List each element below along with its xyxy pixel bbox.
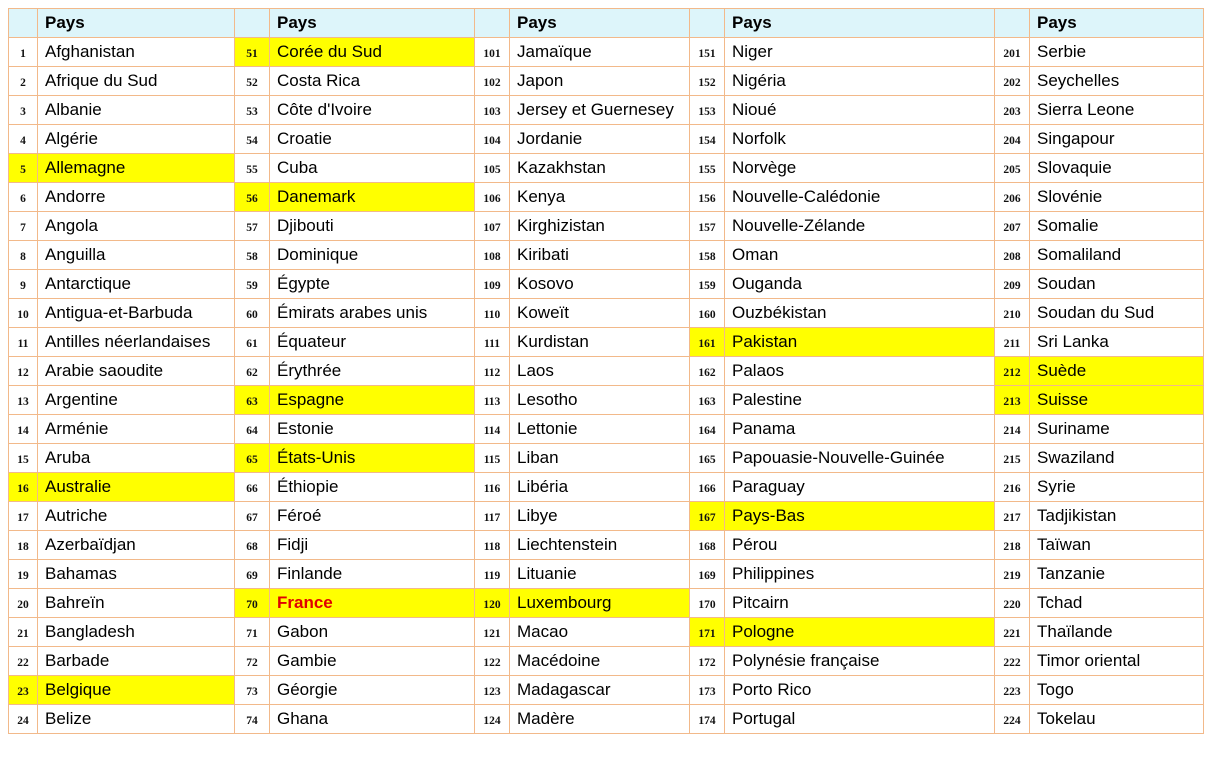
row-number: 72 xyxy=(235,647,270,676)
country-name: Émirats arabes unis xyxy=(270,299,475,328)
country-name: Pakistan xyxy=(725,328,995,357)
row-number: 65 xyxy=(235,444,270,473)
table-row xyxy=(9,154,1204,183)
row-number: 74 xyxy=(235,705,270,734)
country-name: Porto Rico xyxy=(725,676,995,705)
table-row xyxy=(9,589,1204,618)
row-number: 212 xyxy=(995,357,1030,386)
country-name: Gambie xyxy=(270,647,475,676)
row-number: 111 xyxy=(475,328,510,357)
row-number: 14 xyxy=(9,415,38,444)
country-name: Taïwan xyxy=(1030,531,1204,560)
table-row xyxy=(9,67,1204,96)
row-number: 209 xyxy=(995,270,1030,299)
row-number: 207 xyxy=(995,212,1030,241)
table-row xyxy=(9,560,1204,589)
header-pays: Pays xyxy=(510,9,690,38)
country-name: Finlande xyxy=(270,560,475,589)
row-number: 151 xyxy=(690,38,725,67)
row-number: 202 xyxy=(995,67,1030,96)
country-name: Polynésie française xyxy=(725,647,995,676)
country-name: Madère xyxy=(510,705,690,734)
table-row xyxy=(9,96,1204,125)
row-number: 222 xyxy=(995,647,1030,676)
country-name: Koweït xyxy=(510,299,690,328)
country-name: Lettonie xyxy=(510,415,690,444)
country-name: Madagascar xyxy=(510,676,690,705)
row-number: 114 xyxy=(475,415,510,444)
country-name: Fidji xyxy=(270,531,475,560)
country-name: Jersey et Guernesey xyxy=(510,96,690,125)
table-row xyxy=(9,502,1204,531)
header-number-cell xyxy=(9,9,38,38)
country-name: Kiribati xyxy=(510,241,690,270)
country-name: Slovaquie xyxy=(1030,154,1204,183)
row-number: 109 xyxy=(475,270,510,299)
table-row xyxy=(9,270,1204,299)
row-number: 4 xyxy=(9,125,38,154)
country-name: Aruba xyxy=(38,444,235,473)
country-name: Anguilla xyxy=(38,241,235,270)
row-number: 160 xyxy=(690,299,725,328)
country-name: Côte d'Ivoire xyxy=(270,96,475,125)
row-number: 70 xyxy=(235,589,270,618)
row-number: 64 xyxy=(235,415,270,444)
country-name: Bahreïn xyxy=(38,589,235,618)
row-number: 20 xyxy=(9,589,38,618)
country-name: Somaliland xyxy=(1030,241,1204,270)
row-number: 158 xyxy=(690,241,725,270)
country-name: Luxembourg xyxy=(510,589,690,618)
row-number: 12 xyxy=(9,357,38,386)
row-number: 167 xyxy=(690,502,725,531)
row-number: 154 xyxy=(690,125,725,154)
country-name: Géorgie xyxy=(270,676,475,705)
country-name: Nouvelle-Zélande xyxy=(725,212,995,241)
row-number: 156 xyxy=(690,183,725,212)
country-name: Kazakhstan xyxy=(510,154,690,183)
country-name: Tchad xyxy=(1030,589,1204,618)
header-number-cell xyxy=(995,9,1030,38)
country-name: Norvège xyxy=(725,154,995,183)
row-number: 9 xyxy=(9,270,38,299)
country-name: Féroé xyxy=(270,502,475,531)
table-row xyxy=(9,676,1204,705)
row-number: 215 xyxy=(995,444,1030,473)
header-pays: Pays xyxy=(1030,9,1204,38)
header-number-cell xyxy=(475,9,510,38)
row-number: 63 xyxy=(235,386,270,415)
row-number: 161 xyxy=(690,328,725,357)
row-number: 157 xyxy=(690,212,725,241)
row-number: 24 xyxy=(9,705,38,734)
row-number: 169 xyxy=(690,560,725,589)
country-name: Arabie saoudite xyxy=(38,357,235,386)
country-name: Algérie xyxy=(38,125,235,154)
row-number: 19 xyxy=(9,560,38,589)
country-name: Lesotho xyxy=(510,386,690,415)
header-number-cell xyxy=(690,9,725,38)
row-number: 53 xyxy=(235,96,270,125)
country-name: Croatie xyxy=(270,125,475,154)
country-name: Serbie xyxy=(1030,38,1204,67)
row-number: 106 xyxy=(475,183,510,212)
country-name: Danemark xyxy=(270,183,475,212)
country-name: Norfolk xyxy=(725,125,995,154)
country-name: Suriname xyxy=(1030,415,1204,444)
country-name: Soudan du Sud xyxy=(1030,299,1204,328)
row-number: 104 xyxy=(475,125,510,154)
row-number: 56 xyxy=(235,183,270,212)
header-pays: Pays xyxy=(725,9,995,38)
country-name: Philippines xyxy=(725,560,995,589)
row-number: 15 xyxy=(9,444,38,473)
row-number: 105 xyxy=(475,154,510,183)
row-number: 71 xyxy=(235,618,270,647)
country-name: Égypte xyxy=(270,270,475,299)
country-name: Kirghizistan xyxy=(510,212,690,241)
row-number: 5 xyxy=(9,154,38,183)
country-name: Équateur xyxy=(270,328,475,357)
row-number: 224 xyxy=(995,705,1030,734)
country-name: Azerbaïdjan xyxy=(38,531,235,560)
country-name: Liechtenstein xyxy=(510,531,690,560)
table-row xyxy=(9,531,1204,560)
row-number: 110 xyxy=(475,299,510,328)
row-number: 8 xyxy=(9,241,38,270)
row-number: 122 xyxy=(475,647,510,676)
country-name: Nouvelle-Calédonie xyxy=(725,183,995,212)
table-row xyxy=(9,415,1204,444)
table-row xyxy=(9,618,1204,647)
row-number: 121 xyxy=(475,618,510,647)
row-number: 218 xyxy=(995,531,1030,560)
row-number: 221 xyxy=(995,618,1030,647)
country-name: Costa Rica xyxy=(270,67,475,96)
row-number: 119 xyxy=(475,560,510,589)
row-number: 206 xyxy=(995,183,1030,212)
country-name: Andorre xyxy=(38,183,235,212)
country-name: Timor oriental xyxy=(1030,647,1204,676)
country-name: Australie xyxy=(38,473,235,502)
row-number: 220 xyxy=(995,589,1030,618)
country-name: Albanie xyxy=(38,96,235,125)
row-number: 211 xyxy=(995,328,1030,357)
row-number: 52 xyxy=(235,67,270,96)
row-number: 171 xyxy=(690,618,725,647)
country-name: Sri Lanka xyxy=(1030,328,1204,357)
row-number: 59 xyxy=(235,270,270,299)
country-name: Tokelau xyxy=(1030,705,1204,734)
country-name: Libéria xyxy=(510,473,690,502)
row-number: 166 xyxy=(690,473,725,502)
row-number: 66 xyxy=(235,473,270,502)
row-number: 54 xyxy=(235,125,270,154)
country-name: Ouzbékistan xyxy=(725,299,995,328)
row-number: 16 xyxy=(9,473,38,502)
row-number: 7 xyxy=(9,212,38,241)
country-name: Japon xyxy=(510,67,690,96)
country-name: Autriche xyxy=(38,502,235,531)
row-number: 103 xyxy=(475,96,510,125)
row-number: 210 xyxy=(995,299,1030,328)
row-number: 2 xyxy=(9,67,38,96)
row-number: 101 xyxy=(475,38,510,67)
row-number: 159 xyxy=(690,270,725,299)
country-name: Djibouti xyxy=(270,212,475,241)
country-name: Liban xyxy=(510,444,690,473)
row-number: 120 xyxy=(475,589,510,618)
country-name: Pérou xyxy=(725,531,995,560)
country-name: Paraguay xyxy=(725,473,995,502)
table-row xyxy=(9,241,1204,270)
row-number: 153 xyxy=(690,96,725,125)
country-name: Seychelles xyxy=(1030,67,1204,96)
row-number: 18 xyxy=(9,531,38,560)
country-name: Cuba xyxy=(270,154,475,183)
country-name: Oman xyxy=(725,241,995,270)
table-row xyxy=(9,473,1204,502)
country-name: Dominique xyxy=(270,241,475,270)
country-name: Suède xyxy=(1030,357,1204,386)
country-name: Lituanie xyxy=(510,560,690,589)
country-name: Macao xyxy=(510,618,690,647)
country-name: Swaziland xyxy=(1030,444,1204,473)
country-name: Nigéria xyxy=(725,67,995,96)
row-number: 117 xyxy=(475,502,510,531)
country-name: Pologne xyxy=(725,618,995,647)
country-name: Kurdistan xyxy=(510,328,690,357)
country-name: Bangladesh xyxy=(38,618,235,647)
row-number: 172 xyxy=(690,647,725,676)
row-number: 173 xyxy=(690,676,725,705)
country-name: Antigua-et-Barbuda xyxy=(38,299,235,328)
country-name: Papouasie-Nouvelle-Guinée xyxy=(725,444,995,473)
row-number: 112 xyxy=(475,357,510,386)
country-name: Érythrée xyxy=(270,357,475,386)
row-number: 102 xyxy=(475,67,510,96)
header-number-cell xyxy=(235,9,270,38)
country-name: Éthiopie xyxy=(270,473,475,502)
row-number: 6 xyxy=(9,183,38,212)
country-name: Gabon xyxy=(270,618,475,647)
row-number: 216 xyxy=(995,473,1030,502)
table-row xyxy=(9,38,1204,67)
country-name: Ghana xyxy=(270,705,475,734)
country-name: France xyxy=(270,589,475,618)
row-number: 57 xyxy=(235,212,270,241)
country-name: Macédoine xyxy=(510,647,690,676)
country-name: Arménie xyxy=(38,415,235,444)
country-name: Kenya xyxy=(510,183,690,212)
table-row xyxy=(9,705,1204,734)
row-number: 164 xyxy=(690,415,725,444)
row-number: 118 xyxy=(475,531,510,560)
row-number: 51 xyxy=(235,38,270,67)
country-name: Sierra Leone xyxy=(1030,96,1204,125)
country-name: États-Unis xyxy=(270,444,475,473)
row-number: 107 xyxy=(475,212,510,241)
row-number: 213 xyxy=(995,386,1030,415)
country-name: Thaïlande xyxy=(1030,618,1204,647)
row-number: 163 xyxy=(690,386,725,415)
country-name: Somalie xyxy=(1030,212,1204,241)
country-name: Niger xyxy=(725,38,995,67)
table-row xyxy=(9,183,1204,212)
table-row xyxy=(9,212,1204,241)
row-number: 205 xyxy=(995,154,1030,183)
row-number: 113 xyxy=(475,386,510,415)
country-name: Ouganda xyxy=(725,270,995,299)
row-number: 69 xyxy=(235,560,270,589)
row-number: 155 xyxy=(690,154,725,183)
row-number: 115 xyxy=(475,444,510,473)
country-name: Barbade xyxy=(38,647,235,676)
table-row xyxy=(9,299,1204,328)
country-name: Palestine xyxy=(725,386,995,415)
row-number: 123 xyxy=(475,676,510,705)
row-number: 68 xyxy=(235,531,270,560)
country-name: Panama xyxy=(725,415,995,444)
row-number: 11 xyxy=(9,328,38,357)
table-row xyxy=(9,125,1204,154)
row-number: 3 xyxy=(9,96,38,125)
row-number: 55 xyxy=(235,154,270,183)
country-name: Jamaïque xyxy=(510,38,690,67)
header-pays: Pays xyxy=(270,9,475,38)
row-number: 67 xyxy=(235,502,270,531)
country-name: Nioué xyxy=(725,96,995,125)
row-number: 1 xyxy=(9,38,38,67)
table-row xyxy=(9,357,1204,386)
country-name: Espagne xyxy=(270,386,475,415)
row-number: 170 xyxy=(690,589,725,618)
row-number: 208 xyxy=(995,241,1030,270)
row-number: 217 xyxy=(995,502,1030,531)
row-number: 162 xyxy=(690,357,725,386)
country-name: Tadjikistan xyxy=(1030,502,1204,531)
country-name: Syrie xyxy=(1030,473,1204,502)
country-name: Angola xyxy=(38,212,235,241)
header-row xyxy=(9,9,1204,38)
country-name: Afrique du Sud xyxy=(38,67,235,96)
country-name: Tanzanie xyxy=(1030,560,1204,589)
country-name: Corée du Sud xyxy=(270,38,475,67)
row-number: 223 xyxy=(995,676,1030,705)
country-name: Togo xyxy=(1030,676,1204,705)
header-pays: Pays xyxy=(38,9,235,38)
country-name: Palaos xyxy=(725,357,995,386)
country-name: Belgique xyxy=(38,676,235,705)
row-number: 21 xyxy=(9,618,38,647)
row-number: 62 xyxy=(235,357,270,386)
row-number: 203 xyxy=(995,96,1030,125)
row-number: 204 xyxy=(995,125,1030,154)
row-number: 201 xyxy=(995,38,1030,67)
country-name: Libye xyxy=(510,502,690,531)
row-number: 165 xyxy=(690,444,725,473)
country-name: Portugal xyxy=(725,705,995,734)
row-number: 10 xyxy=(9,299,38,328)
country-name: Argentine xyxy=(38,386,235,415)
country-name: Pays-Bas xyxy=(725,502,995,531)
table-row xyxy=(9,444,1204,473)
row-number: 23 xyxy=(9,676,38,705)
table-row xyxy=(9,328,1204,357)
country-name: Estonie xyxy=(270,415,475,444)
table-body xyxy=(9,38,1204,734)
row-number: 61 xyxy=(235,328,270,357)
row-number: 108 xyxy=(475,241,510,270)
table-row xyxy=(9,386,1204,415)
row-number: 58 xyxy=(235,241,270,270)
row-number: 22 xyxy=(9,647,38,676)
country-name: Suisse xyxy=(1030,386,1204,415)
row-number: 219 xyxy=(995,560,1030,589)
country-name: Slovénie xyxy=(1030,183,1204,212)
country-name: Antilles néerlandaises xyxy=(38,328,235,357)
country-name: Bahamas xyxy=(38,560,235,589)
country-name: Allemagne xyxy=(38,154,235,183)
country-name: Afghanistan xyxy=(38,38,235,67)
country-name: Belize xyxy=(38,705,235,734)
country-name: Pitcairn xyxy=(725,589,995,618)
row-number: 116 xyxy=(475,473,510,502)
table-row xyxy=(9,647,1204,676)
country-name: Antarctique xyxy=(38,270,235,299)
row-number: 73 xyxy=(235,676,270,705)
row-number: 214 xyxy=(995,415,1030,444)
country-name: Soudan xyxy=(1030,270,1204,299)
country-name: Laos xyxy=(510,357,690,386)
row-number: 124 xyxy=(475,705,510,734)
country-name: Jordanie xyxy=(510,125,690,154)
row-number: 152 xyxy=(690,67,725,96)
country-name: Kosovo xyxy=(510,270,690,299)
country-table xyxy=(8,8,1204,734)
row-number: 60 xyxy=(235,299,270,328)
country-name: Singapour xyxy=(1030,125,1204,154)
row-number: 168 xyxy=(690,531,725,560)
row-number: 17 xyxy=(9,502,38,531)
row-number: 13 xyxy=(9,386,38,415)
row-number: 174 xyxy=(690,705,725,734)
